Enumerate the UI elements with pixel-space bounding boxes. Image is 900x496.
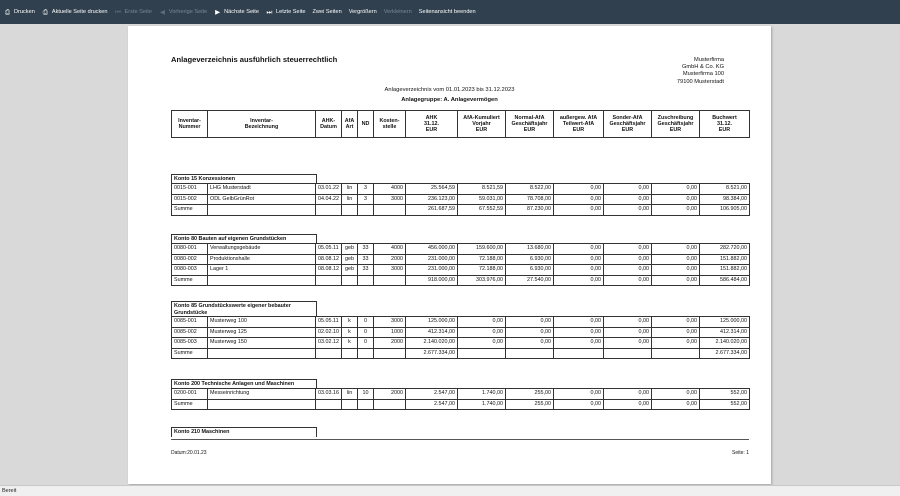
table-cell: 0,00 (604, 317, 652, 328)
footer-date: Datum:20.01.23 (171, 450, 207, 456)
asset-row (172, 194, 750, 205)
table-cell: geb (342, 244, 358, 255)
preview-toolbar (0, 0, 900, 24)
two-pages-button[interactable] (313, 9, 342, 15)
table-cell (358, 348, 374, 359)
table-cell: 0,00 (652, 205, 700, 216)
table-cell: 303.976,00 (458, 275, 506, 286)
column-header: AHK- Datum (316, 111, 342, 138)
account-table (171, 316, 750, 359)
first-page-button[interactable] (115, 9, 152, 16)
table-cell: 2.547,00 (406, 399, 458, 410)
table-cell (208, 205, 316, 216)
table-cell: 0,00 (652, 265, 700, 276)
table-cell (458, 348, 506, 359)
toolbar-button-label: Vergrößern (348, 9, 377, 15)
previous-page-icon: ◀ (159, 8, 165, 16)
table-cell: 0,00 (554, 338, 604, 349)
table-cell: 0,00 (652, 327, 700, 338)
previous-page-button[interactable] (159, 9, 207, 16)
sum-row (172, 275, 750, 286)
table-cell: 59.031,00 (458, 194, 506, 205)
asset-row (172, 184, 750, 195)
table-cell: 2000 (374, 338, 406, 349)
table-cell: lin (342, 184, 358, 195)
table-cell: ODL GelbGrünRot (208, 194, 316, 205)
table-cell: 0,00 (554, 389, 604, 400)
report-period: Anlageverzeichnis vom 01.01.2023 bis 31.12.2023 (384, 87, 515, 93)
table-cell: 2.547,00 (406, 389, 458, 400)
table-cell: 412.314,00 (700, 327, 750, 338)
table-cell: 6.930,00 (506, 265, 554, 276)
table-cell: 3 (358, 184, 374, 195)
table-cell: 552,00 (700, 399, 750, 410)
table-cell (604, 348, 652, 359)
table-cell: 0,00 (604, 194, 652, 205)
table-cell (208, 399, 316, 410)
report-title: Anlageverzeichnis ausführlich steuerrechtlich (171, 55, 338, 64)
asset-row (172, 389, 750, 400)
sum-row (172, 399, 750, 410)
table-cell: 13.680,00 (506, 244, 554, 255)
company-line: GmbH & Co. KG (681, 64, 724, 71)
table-cell: 0,00 (604, 327, 652, 338)
table-cell (342, 348, 358, 359)
table-cell (554, 348, 604, 359)
table-cell: 33 (358, 254, 374, 265)
table-cell: 0,00 (652, 399, 700, 410)
zoom-out-button[interactable] (384, 9, 412, 15)
last-page-icon: ⏭ (266, 8, 273, 16)
table-cell: 0,00 (652, 317, 700, 328)
table-cell: 1000 (374, 327, 406, 338)
table-cell: 0080-002 (172, 254, 208, 265)
account-table (171, 388, 750, 410)
table-cell: 27.540,00 (506, 275, 554, 286)
table-cell: 0,00 (604, 389, 652, 400)
table-cell: 231.000,00 (406, 254, 458, 265)
table-cell: 0,00 (554, 265, 604, 276)
table-cell: 98.384,00 (700, 194, 750, 205)
table-cell: lin (342, 389, 358, 400)
table-cell: 2.677.334,00 (700, 348, 750, 359)
table-cell: 0,00 (458, 327, 506, 338)
table-cell: 0015-001 (172, 184, 208, 195)
table-cell: 33 (358, 244, 374, 255)
table-cell: 0,00 (604, 265, 652, 276)
table-cell: 125.000,00 (406, 317, 458, 328)
column-header: Sonder-AfA Geschäftsjahr EUR (604, 111, 652, 138)
toolbar-button-label: Nächste Seite (224, 9, 259, 15)
table-cell: 0,00 (506, 338, 554, 349)
table-cell: 72.188,00 (458, 265, 506, 276)
table-cell: Summe (172, 275, 208, 286)
status-text: Bereit (2, 488, 17, 494)
table-cell (506, 348, 554, 359)
table-cell: 0,00 (652, 254, 700, 265)
column-header: Zuschreibung Geschäftsjahr EUR (652, 111, 700, 138)
table-cell: lin (342, 194, 358, 205)
table-cell: 0015-002 (172, 194, 208, 205)
asset-row (172, 327, 750, 338)
table-cell (358, 275, 374, 286)
table-cell (358, 399, 374, 410)
table-cell: 2.140.020,00 (700, 338, 750, 349)
table-cell: geb (342, 254, 358, 265)
toolbar-button-label: Letzte Seite (275, 9, 306, 15)
column-header: AHK 31.12. EUR (406, 111, 458, 138)
table-cell: 8.522,00 (506, 184, 554, 195)
table-cell: 3000 (374, 194, 406, 205)
table-cell: 0,00 (506, 327, 554, 338)
toolbar-button-label: Vorherige Seite (168, 9, 208, 15)
table-cell: 0,00 (458, 338, 506, 349)
print-page-button[interactable] (42, 9, 108, 16)
table-cell: Summe (172, 348, 208, 359)
table-cell: 918.000,00 (406, 275, 458, 286)
table-cell: 0,00 (604, 254, 652, 265)
account-section-title: Konto 80 Bauten auf eigenen Grundstücken (171, 234, 317, 244)
table-cell: 0080-003 (172, 265, 208, 276)
table-cell: 0,00 (554, 275, 604, 286)
next-page-button[interactable] (214, 9, 259, 16)
table-cell: 0,00 (604, 205, 652, 216)
table-cell: 05.05.11 (316, 317, 342, 328)
table-cell: 1.740,00 (458, 389, 506, 400)
print-preview-area[interactable] (0, 24, 900, 485)
table-cell (316, 399, 342, 410)
table-cell (316, 348, 342, 359)
table-cell (342, 399, 358, 410)
column-header: Inventar- Nummer (172, 111, 208, 138)
table-cell: 3 (358, 194, 374, 205)
toolbar-button-label: Drucken (14, 9, 35, 15)
table-cell: 0,00 (652, 184, 700, 195)
table-cell: 03.01.22 (316, 184, 342, 195)
table-cell: 6.930,00 (506, 254, 554, 265)
table-cell: 2.677.334,00 (406, 348, 458, 359)
table-cell: 1.740,00 (458, 399, 506, 410)
toolbar-button-label: Verkleinern (383, 9, 412, 15)
table-cell: 0,00 (458, 317, 506, 328)
table-cell (316, 275, 342, 286)
asset-row (172, 244, 750, 255)
table-cell: 0085-003 (172, 338, 208, 349)
account-table (171, 243, 750, 286)
first-page-icon: ⏮ (115, 8, 121, 16)
asset-row (172, 317, 750, 328)
column-header: ND (358, 111, 374, 138)
column-header: Buchwert 31.12. EUR (700, 111, 750, 138)
account-table (171, 183, 750, 216)
table-cell: 03.03.16 (316, 389, 342, 400)
table-cell: 0085-002 (172, 327, 208, 338)
sum-row (172, 205, 750, 216)
column-header: AfA-Kumuliert Vorjahr EUR (458, 111, 506, 138)
account-section-title: Konto 200 Technische Anlagen und Maschinen (171, 379, 317, 389)
status-bar (0, 485, 900, 496)
table-cell: 0,00 (652, 244, 700, 255)
table-cell: Musterweg 125 (208, 327, 316, 338)
table-cell (316, 205, 342, 216)
table-cell: 4000 (374, 184, 406, 195)
table-cell: k (342, 338, 358, 349)
close-preview-button[interactable] (419, 9, 476, 15)
table-cell: 0,00 (604, 399, 652, 410)
table-cell: 72.188,00 (458, 254, 506, 265)
table-cell: 282.720,00 (700, 244, 750, 255)
footer-divider (171, 439, 749, 440)
account-section-title: Konto 210 Maschinen (171, 427, 317, 437)
table-cell (374, 275, 406, 286)
table-cell: 3000 (374, 265, 406, 276)
table-cell: 0,00 (652, 389, 700, 400)
column-header: AfA Art (342, 111, 358, 138)
table-cell: 0080-001 (172, 244, 208, 255)
table-cell: 05.05.11 (316, 244, 342, 255)
column-header: Kosten- stelle (374, 111, 406, 138)
table-cell: 159.600,00 (458, 244, 506, 255)
last-page-button[interactable] (266, 9, 306, 16)
table-cell: 0,00 (554, 205, 604, 216)
table-cell: 0,00 (604, 244, 652, 255)
header-row (172, 111, 750, 138)
table-cell: 151.882,00 (700, 265, 750, 276)
company-address (677, 57, 724, 86)
table-cell: 0,00 (652, 194, 700, 205)
table-cell: Produktionshalle (208, 254, 316, 265)
table-cell: 106.905,00 (700, 205, 750, 216)
asset-row (172, 265, 750, 276)
footer-page-number: Seite: 1 (732, 450, 749, 456)
printer-icon: ⎙ (4, 8, 11, 16)
table-cell: 04.04.22 (316, 194, 342, 205)
table-cell: 0,00 (554, 327, 604, 338)
table-cell: 0200-001 (172, 389, 208, 400)
table-cell: 236.123,00 (406, 194, 458, 205)
table-cell: 08.08.12 (316, 265, 342, 276)
table-cell (342, 205, 358, 216)
table-cell (208, 275, 316, 286)
table-cell: 125.000,00 (700, 317, 750, 328)
table-cell: Musterweg 100 (208, 317, 316, 328)
report-page (128, 26, 771, 484)
table-cell: 0,00 (506, 317, 554, 328)
table-cell: 456.000,00 (406, 244, 458, 255)
account-section-title: Konto 15 Konzessionen (171, 174, 317, 184)
toolbar-button-label: Seitenansicht beenden (418, 9, 476, 15)
table-cell: 87.230,00 (506, 205, 554, 216)
table-cell: 586.484,00 (700, 275, 750, 286)
table-cell: 67.552,59 (458, 205, 506, 216)
print-page-icon: ⎙ (42, 8, 48, 16)
table-cell: Lager 1 (208, 265, 316, 276)
table-cell: 0 (358, 338, 374, 349)
table-cell: 0 (358, 327, 374, 338)
table-cell: k (342, 317, 358, 328)
table-cell: 78.708,00 (506, 194, 554, 205)
table-cell (208, 348, 316, 359)
asset-row (172, 338, 750, 349)
table-cell: 151.882,00 (700, 254, 750, 265)
table-cell: 2.140.020,00 (406, 338, 458, 349)
table-cell (342, 275, 358, 286)
table-cell: 0,00 (554, 317, 604, 328)
table-cell: 10 (358, 389, 374, 400)
table-cell: 25.564,59 (406, 184, 458, 195)
table-cell: 3000 (374, 317, 406, 328)
table-cell: LHG Musterstadt (208, 184, 316, 195)
table-cell: 0,00 (554, 194, 604, 205)
toolbar-button-label: Zwei Seiten (312, 9, 342, 15)
table-cell: Musterweg 150 (208, 338, 316, 349)
table-cell (652, 348, 700, 359)
table-cell (374, 205, 406, 216)
table-cell: Messeinrichtung (208, 389, 316, 400)
table-cell: 255,00 (506, 389, 554, 400)
table-cell: 0085-001 (172, 317, 208, 328)
column-header: außergew. AfA Teilwert-AfA EUR (554, 111, 604, 138)
table-cell: 231.000,00 (406, 265, 458, 276)
table-cell: 0,00 (652, 275, 700, 286)
table-cell: 261.687,59 (406, 205, 458, 216)
table-cell: 02.02.10 (316, 327, 342, 338)
table-cell: Summe (172, 205, 208, 216)
table-cell: 552,00 (700, 389, 750, 400)
table-cell: 0,00 (554, 254, 604, 265)
table-cell: 8.521,00 (700, 184, 750, 195)
table-cell: 0,00 (554, 399, 604, 410)
table-cell: 2000 (374, 254, 406, 265)
company-line: Musterfirma (693, 57, 724, 63)
table-cell: 33 (358, 265, 374, 276)
table-cell: 8.521,59 (458, 184, 506, 195)
column-header: Normal-AfA Geschäftsjahr EUR (506, 111, 554, 138)
table-cell (374, 348, 406, 359)
table-cell: 0,00 (652, 338, 700, 349)
next-page-icon: ▶ (215, 8, 221, 16)
table-cell: 412.314,00 (406, 327, 458, 338)
table-cell (374, 399, 406, 410)
table-cell (358, 205, 374, 216)
company-line: Musterfirma 100 (682, 71, 724, 78)
sum-row (172, 348, 750, 359)
table-cell: 0 (358, 317, 374, 328)
column-header: Inventar- Bezeichnung (208, 111, 316, 138)
table-cell: Summe (172, 399, 208, 410)
table-cell: 03.02.12 (316, 338, 342, 349)
table-cell: 0,00 (604, 338, 652, 349)
table-cell: 08.08.12 (316, 254, 342, 265)
zoom-in-button[interactable] (349, 9, 377, 15)
table-cell: 0,00 (604, 275, 652, 286)
table-cell: 0,00 (554, 184, 604, 195)
table-cell: geb (342, 265, 358, 276)
table-cell: 2000 (374, 389, 406, 400)
table-cell: 255,00 (506, 399, 554, 410)
column-header-table (171, 110, 750, 138)
table-cell: 0,00 (554, 244, 604, 255)
printer-button[interactable] (4, 9, 35, 16)
company-line: 79100 Musterstadt (676, 78, 724, 85)
toolbar-button-label: Aktuelle Seite drucken (51, 9, 108, 15)
account-section-title: Konto 85 Grundstückswerte eigener bebauter Grundstücke (171, 301, 317, 317)
toolbar-button-label: Erste Seite (124, 9, 152, 15)
table-cell: Verwaltungsgebäude (208, 244, 316, 255)
table-cell: 4000 (374, 244, 406, 255)
asset-group: Anlagegruppe: A. Anlagevermögen (401, 97, 498, 103)
table-cell: k (342, 327, 358, 338)
asset-row (172, 254, 750, 265)
table-cell: 0,00 (604, 184, 652, 195)
